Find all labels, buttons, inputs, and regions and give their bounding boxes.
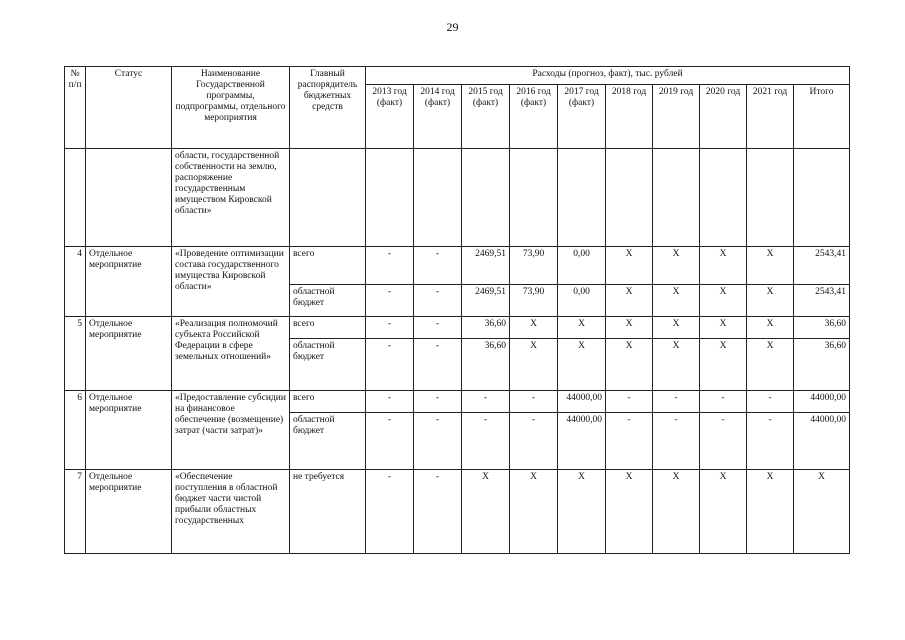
total-cell: 36,60 [794,339,850,391]
value-cell: - [414,413,462,470]
row-manager: всего [290,317,366,339]
table-row [65,317,850,339]
row-manager: областной бюджет [290,285,366,317]
value-cell: Х [558,339,606,391]
value-cell: 44000,00 [558,391,606,413]
value-cell: Х [510,317,558,339]
value-cell: 73,90 [510,247,558,285]
value-cell: 36,60 [462,317,510,339]
value-cell: - [510,391,558,413]
value-cell: - [747,413,794,470]
row-status: Отдельное мероприятие [86,391,172,470]
value-cell: Х [510,339,558,391]
value-cell: 36,60 [462,339,510,391]
value-cell: - [414,247,462,285]
row-manager: областной бюджет [290,413,366,470]
value-cell: Х [653,285,700,317]
value-cell: 2469,51 [462,285,510,317]
value-cell: Х [747,285,794,317]
value-cell: 0,00 [558,247,606,285]
value-cell: - [366,285,414,317]
value-cell: - [414,285,462,317]
row-manager: всего [290,247,366,285]
table-row [65,391,850,413]
value-cell: - [700,391,747,413]
value-cell: - [700,413,747,470]
value-cell: Х [510,470,558,554]
value-cell: Х [653,339,700,391]
header-year: 2018 год [606,85,653,149]
total-cell: Х [794,470,850,554]
header-year: 2015 год (факт) [462,85,510,149]
value-cell: - [653,413,700,470]
value-cell: Х [653,247,700,285]
row-number: 4 [65,247,86,317]
value-cell: - [510,413,558,470]
row-status: Отдельное мероприятие [86,470,172,554]
table-row [65,470,850,554]
total-cell: 36,60 [794,317,850,339]
value-cell: Х [700,247,747,285]
value-cell: Х [747,317,794,339]
total-cell: 2543,41 [794,285,850,317]
value-cell: - [462,413,510,470]
row-name: «Реализация полномочий субъекта Российской Федерации в сфере земельных отношений» [172,317,290,391]
value-cell: Х [747,247,794,285]
header-year: 2020 год [700,85,747,149]
header-year: 2016 год (факт) [510,85,558,149]
header-year: 2013 год (факт) [366,85,414,149]
value-cell: Х [747,470,794,554]
value-cell: Х [606,317,653,339]
header-status: Статус [86,67,172,149]
header-year: 2017 год (факт) [558,85,606,149]
row-number: 7 [65,470,86,554]
header-expenses: Расходы (прогноз, факт), тыс. рублей [366,67,850,85]
value-cell: Х [558,317,606,339]
value-cell: - [606,413,653,470]
total-cell: 2543,41 [794,247,850,285]
value-cell: - [414,339,462,391]
header-year: 2014 год (факт) [414,85,462,149]
value-cell: - [366,470,414,554]
value-cell: Х [462,470,510,554]
value-cell: Х [606,339,653,391]
table-row [65,247,850,285]
value-cell: - [747,391,794,413]
page-number: 29 [446,20,459,34]
continuation-row [65,149,850,247]
value-cell: - [414,470,462,554]
value-cell: Х [606,470,653,554]
value-cell: Х [700,285,747,317]
value-cell: Х [653,317,700,339]
budget-table [64,66,850,554]
row-number: 5 [65,317,86,391]
value-cell: - [366,317,414,339]
value-cell: - [653,391,700,413]
value-cell: Х [747,339,794,391]
continuation-name: области, государственной собственности на землю, распоряжение государственным имуществом Кировской области» [172,149,290,247]
row-manager: всего [290,391,366,413]
value-cell: Х [700,317,747,339]
value-cell: 44000,00 [558,413,606,470]
value-cell: Х [700,470,747,554]
header-year: 2019 год [653,85,700,149]
header-total: Итого [794,85,850,149]
row-status: Отдельное мероприятие [86,247,172,317]
value-cell: - [366,339,414,391]
value-cell: 2469,51 [462,247,510,285]
value-cell: - [366,247,414,285]
value-cell: Х [606,247,653,285]
value-cell: - [414,317,462,339]
value-cell: - [414,391,462,413]
value-cell: - [366,391,414,413]
value-cell: 73,90 [510,285,558,317]
row-manager: областной бюджет [290,339,366,391]
total-cell: 44000,00 [794,413,850,470]
header-manager: Главный распорядитель бюджетных средств [290,67,366,149]
value-cell: - [462,391,510,413]
row-number: 6 [65,391,86,470]
row-name: «Предоставление субсидии на финансовое обеспечение (возмещение) затрат (части затрат)» [172,391,290,470]
value-cell: Х [606,285,653,317]
value-cell: - [366,413,414,470]
row-status: Отдельное мероприятие [86,317,172,391]
value-cell: Х [700,339,747,391]
value-cell: - [606,391,653,413]
row-name: «Проведение оптимизации состава государственного имущества Кировской области» [172,247,290,317]
value-cell: Х [558,470,606,554]
row-name: «Обеспечение поступления в областной бюджет части чистой прибыли областных государственных [172,470,290,554]
header-year: 2021 год [747,85,794,149]
header-name: Наименование Государственной программы, подпрограммы, отдельного мероприятия [172,67,290,149]
row-manager: не требуется [290,470,366,554]
value-cell: 0,00 [558,285,606,317]
value-cell: Х [653,470,700,554]
total-cell: 44000,00 [794,391,850,413]
header-no: № п/п [65,67,86,149]
